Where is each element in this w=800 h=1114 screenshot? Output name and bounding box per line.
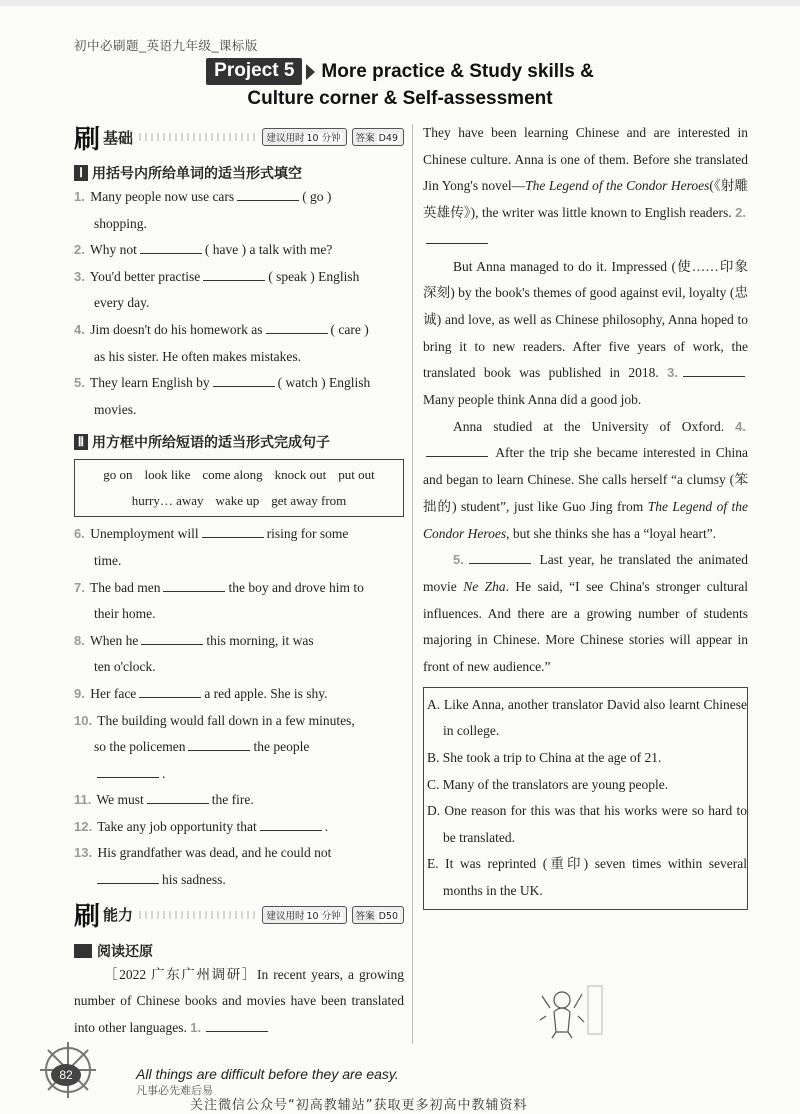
question-2: 2. Why not ( have ) a talk with me? <box>74 237 404 264</box>
section-2-heading <box>74 431 404 453</box>
answer-blank[interactable] <box>97 869 159 884</box>
reading-heading <box>74 940 404 962</box>
answer-blank[interactable] <box>202 523 264 538</box>
answer-blank[interactable] <box>147 789 209 804</box>
answer-blank[interactable] <box>426 229 488 244</box>
basic-header <box>74 120 404 154</box>
question-4: 4. Jim doesn't do his homework as ( care ) as his sister. He often makes mistakes. <box>74 317 404 370</box>
question-10: 10. The building would fall down in a few minutes, so the policemen the people . <box>74 712 355 781</box>
answer-blank[interactable] <box>140 239 202 254</box>
mascot-illustration <box>538 982 608 1040</box>
title-line-2: Culture corner & Self-assessment <box>247 88 553 109</box>
time-tag: 建议用时 10 分钟 <box>262 906 346 924</box>
section-1-title: 用括号内所给单词的适当形式填空 <box>92 166 302 182</box>
decorative-dots <box>139 133 256 141</box>
answer-blank[interactable] <box>206 1017 268 1032</box>
answer-blank[interactable] <box>213 372 275 387</box>
answer-blank[interactable] <box>188 736 250 751</box>
option-a: A. Like Anna, another translator David also learnt Chinese in college. <box>427 696 747 739</box>
option-d: D. One reason for this was that his works were so hard to be translated. <box>427 803 747 845</box>
title-line-1 <box>206 58 594 85</box>
decorative-dots <box>139 911 256 919</box>
section-2-title: 用方框中所给短语的适当形式完成句子 <box>92 435 330 452</box>
column-divider <box>412 124 413 1044</box>
section-2-number: Ⅱ <box>74 434 88 450</box>
brush-icon: 刷 <box>74 124 101 155</box>
option-c: C. Many of the translators are young people. <box>427 776 669 792</box>
answer-blank[interactable] <box>139 683 201 698</box>
option-e: E. It was reprinted (重印) seven times within several months in the UK. <box>427 856 747 898</box>
right-column <box>423 120 748 910</box>
ability-label: 能力 <box>103 906 134 925</box>
answer-blank[interactable] <box>203 266 265 281</box>
motto-english: All things are difficult before they are easy. <box>136 1066 399 1082</box>
project-badge: Project 5 <box>206 58 302 85</box>
passage-para-3: Anna studied at the University of Oxford. 4. After the trip she became interested in China and began to learn Chinese. She calls herself “a clumsy (笨拙的) student”, just like Guo Jing from The Legend of the Condor Heroes, but she thinks she has a “loyal heart”. <box>423 418 748 541</box>
answer-blank[interactable] <box>266 319 328 334</box>
answer-blank[interactable] <box>163 577 225 592</box>
question-7: 7. The bad men the boy and drove him to their home. <box>74 575 404 628</box>
options-box <box>423 687 748 910</box>
question-12: 12. Take any job opportunity that . <box>74 814 404 841</box>
question-6: 6. Unemployment will rising for some time. <box>74 521 404 574</box>
arrow-icon <box>306 64 315 80</box>
section-1-heading <box>74 162 404 184</box>
question-1: 1. Many people now use cars ( go ) shopping. <box>74 184 404 237</box>
answer-blank[interactable] <box>141 630 203 645</box>
option-b: B. She took a trip to China at the age of 21. <box>427 749 662 765</box>
page-number: 82 <box>51 1064 81 1086</box>
phrase-row-2: hurry… away wake up get away from <box>131 493 347 509</box>
top-edge <box>0 0 800 6</box>
question-3: 3. You'd better practise ( speak ) English every day. <box>74 264 404 317</box>
phrase-row-1: go on look like come along knock out put out <box>103 467 375 483</box>
answer-blank[interactable] <box>683 362 745 377</box>
promo-footer: 关注微信公众号“初高教辅站”获取更多初高中教辅资料 <box>190 1098 528 1113</box>
section-1-number: Ⅰ <box>74 165 88 181</box>
question-9: 9. Her face a red apple. She is shy. <box>74 681 404 708</box>
question-8: 8. When he this morning, it was ten o'clock. <box>74 628 404 681</box>
time-tag: 建议用时 10 分钟 <box>262 128 346 146</box>
section-mark-icon <box>74 944 92 958</box>
motto-chinese: 凡事必先难后易 <box>136 1084 213 1097</box>
brush-icon: 刷 <box>74 902 101 933</box>
answer-tag: 答案 D50 <box>352 906 404 924</box>
title-text-1: More practice & Study skills & <box>321 60 594 82</box>
reading-title: 阅读还原 <box>97 943 153 960</box>
answer-tag: 答案 D49 <box>352 128 404 146</box>
question-11: 11. We must the fire. <box>74 787 404 814</box>
ability-header <box>74 898 404 932</box>
passage-start: ［2022 广东广州调研］In recent years, a growing number of Chinese books and movies have been translated into other languages. 1. <box>74 966 404 1036</box>
basic-label: 基础 <box>103 128 134 147</box>
question-5: 5. They learn English by ( watch ) English movies. <box>74 370 404 423</box>
left-column <box>74 120 404 1042</box>
answer-blank[interactable] <box>469 549 531 564</box>
answer-blank[interactable] <box>426 442 488 457</box>
passage-para-1: They have been learning Chinese and are interested in Chinese culture. Anna is one of them. Before she translated Jin Yong's novel—The Legend of the Condor Heroes(《射雕英雄传》), the writer was little known to English readers. 2. <box>423 120 748 254</box>
question-13: 13. His grandfather was dead, and he could not his sadness. <box>74 845 332 888</box>
page-title <box>0 58 800 110</box>
series-header: 初中必刷题_英语九年级_课标版 <box>74 39 258 53</box>
answer-blank[interactable] <box>237 186 299 201</box>
passage-para-2: But Anna managed to do it. Impressed (使……印象深刻) by the book's themes of good against evil, loyalty (忠诚) and love, as well as Chinese philosophy, Anna hoped to bring it to new readers. After five years of work, the translated book was published in 2018. 3. Many people think Anna did a good job. <box>423 258 748 408</box>
passage-para-4: 5. Last year, he translated the animated movie Ne Zha. He said, “I see China's stronger cultural influences. And there are a growing number of students majoring in Chinese. More Chinese stories will appear in front of new audience.” <box>423 547 748 681</box>
answer-blank[interactable] <box>97 763 159 778</box>
answer-blank[interactable] <box>260 816 322 831</box>
phrase-box <box>74 459 404 517</box>
